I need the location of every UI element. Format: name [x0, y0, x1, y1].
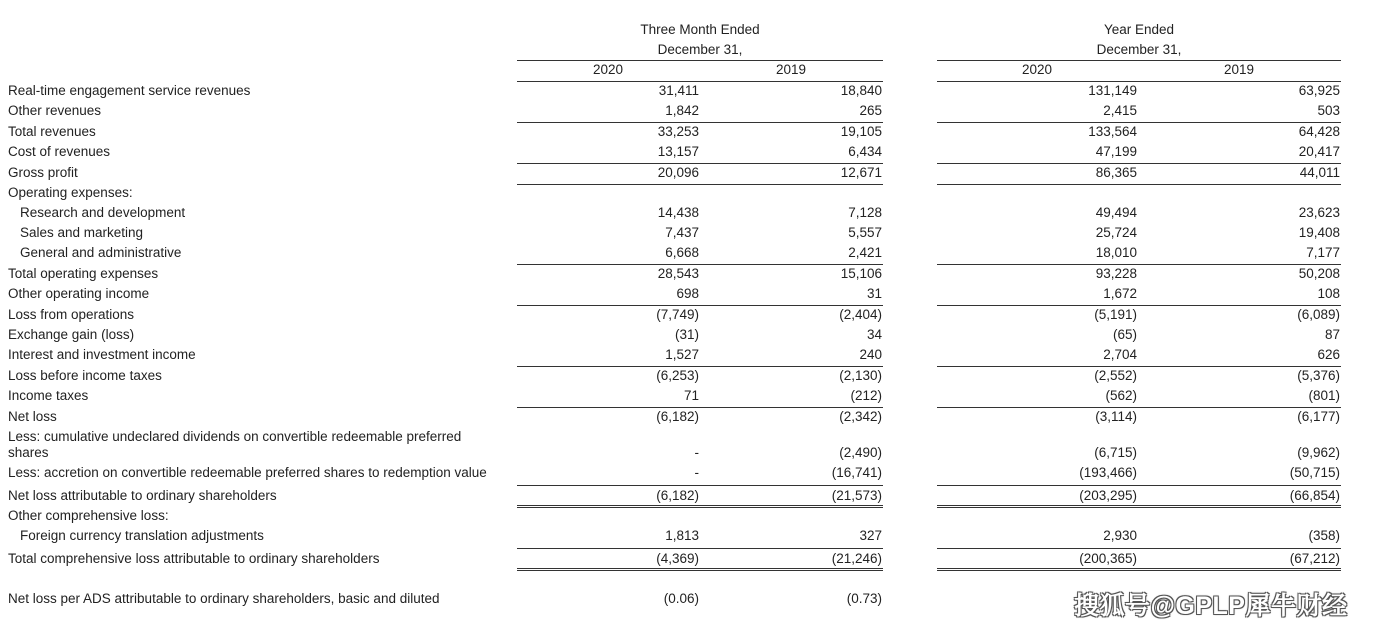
cell-value: 1,672 [1103, 286, 1137, 301]
cell-value: 327 [859, 528, 882, 543]
cell-value: 20,417 [1298, 144, 1340, 159]
row-label: shares [8, 445, 49, 460]
rule [517, 163, 883, 164]
row-label: Total comprehensive loss attributable to ordinary shareholders [8, 551, 380, 566]
cell-value: 47,199 [1095, 144, 1137, 159]
cell-value: (358) [1308, 528, 1340, 543]
cell-value: - [694, 465, 699, 480]
row-label: Net loss [8, 409, 57, 424]
cell-value: 133,564 [1088, 124, 1137, 139]
cell-value: 44,011 [1299, 165, 1340, 180]
row-label: Cost of revenues [8, 144, 111, 159]
double-rule [517, 568, 883, 571]
row-label: Interest and investment income [8, 347, 196, 362]
cell-value: 20,096 [657, 165, 699, 180]
row-label: Exchange gain (loss) [8, 327, 135, 342]
row-label: Loss from operations [8, 307, 135, 322]
cell-value: 49,494 [1095, 205, 1137, 220]
cell-value: 2,421 [848, 245, 882, 260]
double-rule [937, 505, 1341, 508]
cell-value: (6,177) [1297, 409, 1340, 424]
watermark: 搜狐号@GPLP犀牛财经 [1074, 592, 1348, 620]
cell-value: (31) [674, 327, 699, 342]
rule [517, 548, 883, 549]
rule [937, 122, 1341, 123]
cell-value: (6,089) [1297, 307, 1340, 322]
double-rule [517, 505, 883, 508]
cell-value: 5,557 [848, 225, 882, 240]
cell-value: (0.73) [846, 591, 882, 606]
rule [517, 122, 883, 123]
cell-value: (193,466) [1079, 465, 1137, 480]
row-label: Less: cumulative undeclared dividends on convertible redeemable preferred [8, 429, 462, 444]
cell-value: 131,149 [1088, 83, 1137, 98]
row-label: Total revenues [8, 124, 96, 139]
cell-value: 18,010 [1095, 245, 1137, 260]
cell-value: (21,573) [831, 488, 882, 503]
row-label: Research and development [20, 205, 186, 220]
cell-value: (200,365) [1079, 551, 1137, 566]
rule [517, 184, 883, 185]
group1-header-rule [517, 60, 883, 61]
cell-value: 14,438 [657, 205, 699, 220]
group2-header-line2: December 31, [1096, 42, 1182, 57]
group1-header [560, 20, 840, 60]
row-label: Loss before income taxes [8, 368, 162, 383]
cell-value: 23,623 [1298, 205, 1340, 220]
cell-value: 1,842 [665, 103, 699, 118]
year-header-col3: 2020 [1021, 62, 1053, 77]
cell-value: 71 [683, 388, 699, 403]
row-label: Sales and marketing [20, 225, 144, 240]
group1-header-line2: December 31, [657, 42, 743, 57]
cell-value: (6,715) [1094, 445, 1137, 460]
cell-value: 19,408 [1298, 225, 1340, 240]
rule [517, 264, 883, 265]
cell-value: 12,671 [840, 165, 882, 180]
cell-value: 698 [676, 286, 699, 301]
cell-value: (2,342) [839, 409, 882, 424]
cell-value: 7,177 [1306, 245, 1340, 260]
cell-value: 25,724 [1095, 225, 1137, 240]
cell-value: (7,749) [656, 307, 699, 322]
cell-value: 6,434 [848, 144, 882, 159]
cell-value: 2,930 [1103, 528, 1137, 543]
rule [937, 305, 1341, 306]
cell-value: 2,415 [1103, 103, 1137, 118]
cell-value: 2,704 [1103, 347, 1137, 362]
cell-value: 28,543 [657, 266, 699, 281]
cell-value: (2,130) [839, 368, 882, 383]
rule [937, 163, 1341, 164]
rule [517, 485, 883, 486]
rule [1139, 81, 1341, 82]
cell-value: (562) [1105, 388, 1137, 403]
cell-value: (21,246) [831, 551, 882, 566]
rule [937, 548, 1341, 549]
rule [517, 81, 700, 82]
cell-value: 6,668 [665, 245, 699, 260]
year-header-col1: 2020 [592, 62, 624, 77]
cell-value: (203,295) [1079, 488, 1137, 503]
cell-value: (6,253) [656, 368, 699, 383]
row-label: Total operating expenses [8, 266, 159, 281]
cell-value: (212) [850, 388, 882, 403]
row-label: Net loss attributable to ordinary shareholders [8, 488, 277, 503]
cell-value: (2,490) [839, 445, 882, 460]
cell-value: (2,552) [1094, 368, 1137, 383]
cell-value: (67,212) [1289, 551, 1340, 566]
cell-value: (5,376) [1297, 368, 1340, 383]
cell-value: (65) [1112, 327, 1137, 342]
cell-value: 64,428 [1298, 124, 1340, 139]
rule [937, 184, 1341, 185]
cell-value: 93,228 [1095, 266, 1137, 281]
group1-header-line1: Three Month Ended [640, 22, 760, 37]
cell-value: 108 [1317, 286, 1340, 301]
cell-value: 63,925 [1298, 83, 1340, 98]
double-rule [937, 568, 1341, 571]
cell-value: 31,411 [658, 83, 699, 98]
rule [700, 81, 883, 82]
row-label: Income taxes [8, 388, 89, 403]
row-label: Foreign currency translation adjustments [20, 528, 264, 543]
row-label: Operating expenses: [8, 185, 133, 200]
cell-value: (16,741) [831, 465, 882, 480]
cell-value: 240 [859, 347, 882, 362]
cell-value: (6,182) [656, 488, 699, 503]
rule [937, 485, 1341, 486]
cell-value: 19,105 [840, 124, 882, 139]
row-label: Other comprehensive loss: [8, 508, 169, 523]
rule [937, 407, 1341, 408]
row-label: Real-time engagement service revenues [8, 83, 251, 98]
cell-value: (3,114) [1095, 409, 1137, 424]
cell-value: 13,157 [657, 144, 699, 159]
cell-value: (0.06) [663, 591, 699, 606]
cell-value: 15,106 [840, 266, 882, 281]
cell-value: 503 [1317, 103, 1340, 118]
rule [517, 366, 883, 367]
group2-header [1000, 20, 1278, 60]
cell-value: 33,253 [657, 124, 699, 139]
rule [937, 264, 1341, 265]
cell-value: (50,715) [1289, 465, 1340, 480]
group2-header-line1: Year Ended [1103, 22, 1175, 37]
cell-value: 34 [866, 327, 882, 342]
cell-value: - [694, 445, 699, 460]
cell-value: (66,854) [1289, 488, 1340, 503]
cell-value: 18,840 [840, 83, 882, 98]
cell-value: 626 [1317, 347, 1340, 362]
row-label: General and administrative [20, 245, 182, 260]
cell-value: (9,962) [1297, 445, 1340, 460]
row-label: Net loss per ADS attributable to ordinary shareholders, basic and diluted [8, 591, 440, 606]
cell-value: 50,208 [1298, 266, 1340, 281]
cell-value: 86,365 [1095, 165, 1137, 180]
row-label: Other operating income [8, 286, 150, 301]
year-header-col4: 2019 [1223, 62, 1255, 77]
cell-value: (801) [1308, 388, 1340, 403]
cell-value: 87 [1324, 327, 1340, 342]
rule [937, 366, 1341, 367]
cell-value: 7,128 [848, 205, 882, 220]
year-header-col2: 2019 [775, 62, 807, 77]
row-label: Other revenues [8, 103, 102, 118]
group2-header-rule [937, 60, 1341, 61]
cell-value: 1,527 [665, 347, 699, 362]
cell-value: 31 [866, 286, 882, 301]
cell-value: 1,813 [665, 528, 699, 543]
cell-value: 7,437 [665, 225, 699, 240]
row-label: Less: accretion on convertible redeemable preferred shares to redemption value [8, 465, 487, 480]
cell-value: (6,182) [656, 409, 699, 424]
row-label: Gross profit [8, 165, 78, 180]
rule [937, 81, 1139, 82]
rule [517, 407, 883, 408]
cell-value: 265 [859, 103, 882, 118]
cell-value: (2,404) [839, 307, 882, 322]
cell-value: (5,191) [1094, 307, 1137, 322]
cell-value: (4,369) [656, 551, 699, 566]
rule [517, 305, 883, 306]
